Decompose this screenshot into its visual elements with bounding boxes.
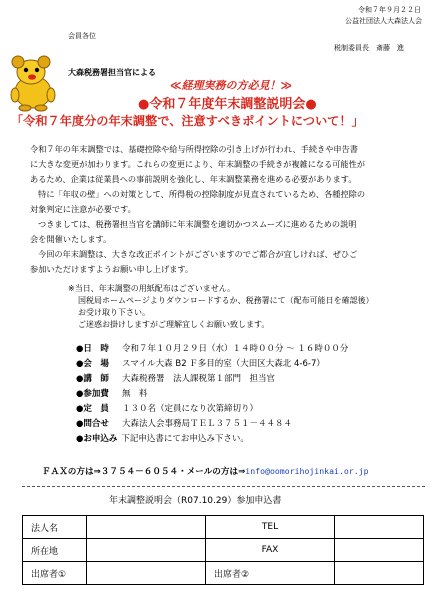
email-link[interactable]: info@oomorihojinkai.or.jp <box>245 466 369 476</box>
fax-line <box>42 466 369 478</box>
tagline: ≪経理実務の方必見！≫ <box>170 79 293 92</box>
detail-venue: ●会 場 スマイル大森 B2 Ｆ多目的室（大田区大森北 4-6-7） <box>76 359 325 369</box>
attendee1-label: 出席者① <box>23 562 87 585</box>
tel-field[interactable] <box>335 516 424 539</box>
form-title: 年末調整説明会（R07.10.29）参加申込書 <box>109 496 282 506</box>
body-line: 令和７年の年末調整では、基礎控除や給与所得控除の引き上げが行われ、手続きや申告書 <box>30 144 358 154</box>
form-row <box>23 516 424 539</box>
event-details <box>76 344 426 450</box>
address-field[interactable] <box>87 539 206 562</box>
event-title: ●令和７年度年末調整説明会● <box>138 97 317 112</box>
cut-line <box>22 486 425 487</box>
form-row <box>23 562 424 585</box>
fax-text: ＦＡＸの方は⇒３７５４－６０５４・メールの方は⇒ <box>42 467 246 477</box>
address-label: 所在地 <box>23 539 87 562</box>
body-line: あるため、企業は従業員への事前説明を強化し、年末調整業務を進める必要があります。 <box>30 174 357 184</box>
tel-label: TEL <box>206 516 335 539</box>
mascot-icon <box>3 48 61 112</box>
detail-contact: ●問合せ 大森法人会事務局ＴＥＬ３７５１－４４８４ <box>76 419 293 429</box>
detail-capacity: ●定 員 １３０名（定員になり次第締切り） <box>76 404 259 414</box>
form-row <box>23 539 424 562</box>
notice-line: お受け取り下さい。 <box>78 308 150 317</box>
header-org: 公益社団法人大森法人会 <box>345 17 422 25</box>
body-line: 参加いただけますようお願い申し上げます。 <box>30 264 194 274</box>
body-line: に大きな変更が加わります。これらの変更により、年末調整の手続きが複雑になる可能性が <box>30 159 366 169</box>
notice-line: ※当日、年末調整の用紙配布はございません。 <box>68 284 236 293</box>
sender: 税制委員長 斎藤 進 <box>334 44 404 52</box>
company-label: 法人名 <box>23 516 87 539</box>
host-line: 大森税務署担当官による <box>68 68 156 77</box>
detail-apply: ●お申込み 下記申込書にてお申込み下さい。 <box>76 434 249 444</box>
event-subtitle: 「令和７年度分の年末調整で、注意すべきポイントについて！」 <box>11 114 364 128</box>
fax-label: FAX <box>206 539 335 562</box>
attendee1-field[interactable] <box>87 562 206 585</box>
body-line: 対象判定に注意が必要です。 <box>30 204 136 214</box>
body-text <box>30 142 365 277</box>
body-line: 会を開催いたします。 <box>30 234 112 244</box>
fax-field[interactable] <box>335 539 424 562</box>
detail-fee: ●参加費 無 料 <box>76 389 148 399</box>
header-date: 令和７年９月２２日 <box>358 6 421 14</box>
attendee2-label: 出席者② <box>206 562 335 585</box>
company-field[interactable] <box>87 516 206 539</box>
detail-datetime: ●日 時 令和７年１０月２９日（水）１４時００分 ～ １６時００分 <box>76 344 349 354</box>
attendee2-field[interactable] <box>335 562 424 585</box>
detail-lecturer: ●講 師 大森税務署 法人課税第１部門 担当官 <box>76 374 276 384</box>
recipient: 会員各位 <box>68 32 96 40</box>
body-line: 特に「年収の壁」への対策として、所得税の控除制度が見直されているため、各種控除の <box>38 189 366 199</box>
body-line: 今回の年末調整は、大きな改正ポイントがございますのでご都合が宜しければ、ぜひご <box>38 249 358 259</box>
application-form <box>22 515 424 585</box>
notice-line: 国税局ホームページよりダウンロードするか、税務署にて（配布可能日を確認後） <box>78 296 374 305</box>
notice-line: ご迷惑お掛けしますがご理解宜しくお願い致します。 <box>78 320 270 329</box>
body-line: つきましては、税務署担当官を講師に年末調整を適切かつスムーズに進めるための説明 <box>38 219 357 229</box>
